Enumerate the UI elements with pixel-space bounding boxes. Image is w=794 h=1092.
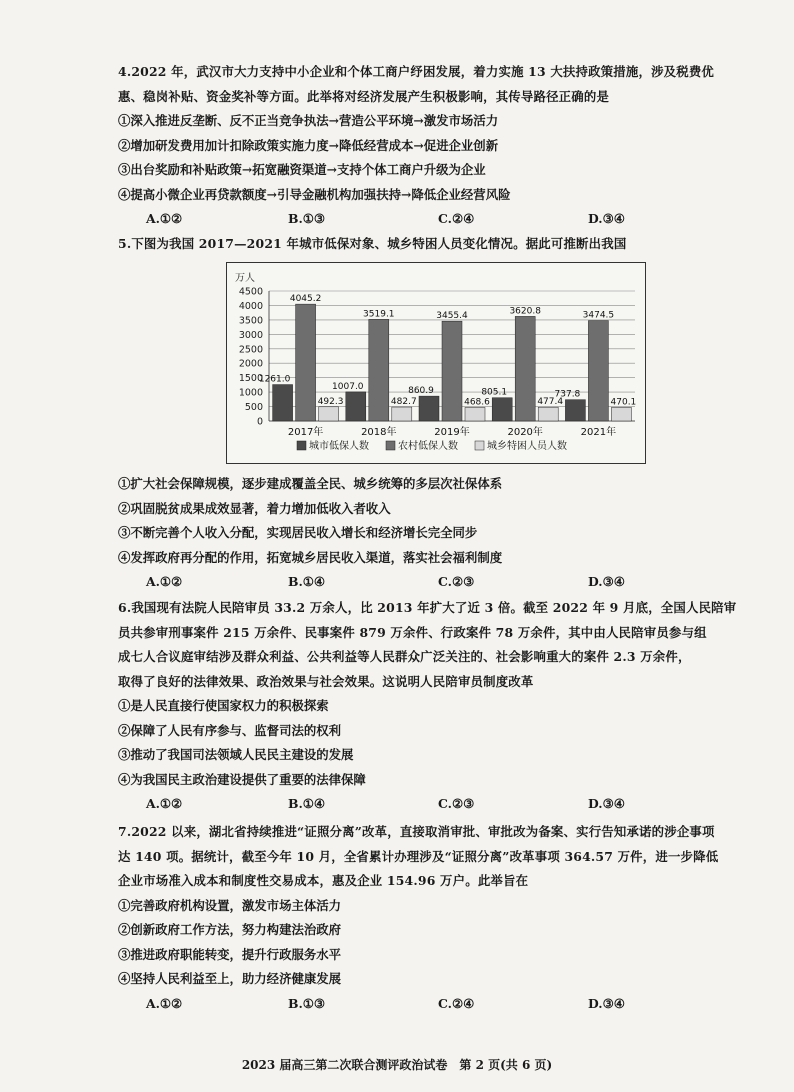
q4-choice-a: A.①②	[146, 211, 183, 226]
q5-choice-a: A.①②	[146, 574, 183, 589]
question-4	[118, 60, 715, 232]
chart-svg	[227, 263, 645, 463]
y-tick-label: 2500	[238, 344, 263, 356]
hardship-value-label: 477.4	[537, 397, 564, 408]
rural-value-label: 3620.8	[509, 306, 541, 317]
q5-option-4: ④发挥政府再分配的作用，拓宽城乡居民收入渠道，落实社会福利制度	[118, 549, 503, 565]
q7-choice-d: D.③④	[588, 995, 625, 1011]
q7-choices	[118, 992, 658, 1017]
y-tick-label: 3000	[238, 329, 263, 341]
y-tick-label: 500	[244, 402, 263, 414]
q6-option-1: ①是人民直接行使国家权力的积极探索	[118, 698, 329, 713]
special-hardship-bar	[538, 407, 558, 421]
x-tick-label: 2018年	[361, 427, 397, 438]
q4-stem-line: 惠、稳岗补贴、资金奖补等方面。此举将对经济发展产生积极影响，其传导路径正确的是	[118, 88, 610, 104]
q5-choice-d: D.③④	[588, 574, 625, 589]
y-tick-label: 1000	[238, 387, 263, 399]
q6-option-2: ②保障了人民有序参与、监督司法的权利	[118, 722, 342, 738]
y-tick-label: 3500	[238, 315, 263, 327]
city-value-label: 1261.0	[258, 374, 291, 385]
special-hardship-bar	[319, 407, 339, 421]
x-tick-label: 2019年	[434, 427, 470, 438]
q7-option-2: ②创新政府工作方法，努力构建法治政府	[118, 922, 342, 937]
legend-label: 农村低保人数	[398, 441, 458, 452]
q6-option-3: ③推动了我国司法领域人民民主建设的发展	[118, 747, 354, 762]
rural-value-label: 3519.1	[363, 309, 395, 320]
rural-low-income-bar	[296, 304, 316, 421]
x-tick-label: 2020年	[507, 427, 543, 438]
q6-choice-c: C.②③	[438, 796, 475, 811]
city-value-label: 860.9	[408, 386, 434, 397]
rural-value-label: 3455.4	[436, 311, 468, 322]
city-low-income-bar	[273, 385, 293, 421]
special-hardship-bar	[392, 407, 412, 421]
q5-stem-line: 5.下图为我国 2017—2021 年城市低保对象、城乡特困人员变化情况。据此可推断出我国	[118, 236, 627, 251]
q7-option-3: ③推进政府职能转变，提升行政服务水平	[118, 946, 342, 962]
q6-choice-d: D.③④	[588, 796, 625, 811]
legend-label: 城乡特困人员人数	[487, 441, 567, 452]
q7-stem-line: 达 140 项。据统计，截至今年 10 月，全省累计办理涉及“证照分离”改革事项 364.57 万件，进一步降低	[118, 848, 719, 864]
question-7	[118, 820, 719, 1016]
hardship-value-label: 482.7	[390, 397, 417, 408]
q7-choice-c: C.②④	[438, 995, 475, 1011]
rural-low-income-bar	[442, 321, 462, 421]
bar-chart	[226, 262, 646, 464]
y-tick-label: 4500	[238, 286, 263, 298]
legend-swatch	[386, 441, 395, 450]
x-tick-label: 2021年	[580, 427, 617, 438]
q7-option-1: ①完善政府机构设置，激发市场主体活力	[118, 897, 342, 913]
q5-option-1: ①扩大社会保障规模，逐步建成覆盖全民、城乡统筹的多层次社保体系	[118, 476, 503, 491]
q6-stem-line: 员共参审刑事案件 215 万余件、民事案件 879 万余件、行政案件 78 万余件，其中由人民陪审员参与组	[118, 624, 707, 640]
q4-choice-b: B.①③	[288, 211, 326, 226]
q6-stem-line: 成七人合议庭审结涉及群众利益、公共利益等人民群众广泛关注的、社会影响重大的案件 2.3 万余件，	[118, 649, 691, 664]
q5-choice-c: C.②③	[438, 574, 475, 589]
hardship-value-label: 470.1	[610, 397, 637, 408]
q4-choice-c: C.②④	[438, 211, 475, 226]
q7-choice-a: A.①②	[146, 995, 183, 1011]
question-5-options	[118, 472, 658, 595]
city-low-income-bar	[565, 400, 585, 421]
y-tick-label: 1500	[238, 373, 263, 385]
q6-choice-b: B.①④	[288, 796, 326, 811]
y-axis-label: 万人	[235, 273, 255, 284]
q5-choices	[118, 570, 658, 595]
q5-option-2: ②巩固脱贫成果成效显著，着力增加低收入者收入	[118, 500, 391, 516]
rural-low-income-bar	[369, 319, 389, 421]
legend-label: 城市低保人数	[309, 441, 369, 452]
q4-option-4: ④提高小微企业再贷款额度→引导金融机构加强扶持→降低企业经营风险	[118, 186, 511, 202]
hardship-value-label: 492.3	[317, 396, 344, 407]
q4-option-2: ②增加研发费用加计扣除政策实施力度→降低经营成本→促进企业创新	[118, 137, 499, 153]
q7-stem-line: 7.2022 以来，湖北省持续推进“证照分离”改革，直接取消审批、审批改为备案、实行告知承诺的涉企事项	[118, 824, 715, 839]
q6-choices	[118, 792, 658, 817]
city-low-income-bar	[492, 398, 512, 421]
q6-stem-line: 6.我国现有法院人民陪审员 33.2 万余人，比 2013 年扩大了近 3 倍。截至 2022 年 9 月底，全国人民陪审	[118, 600, 737, 615]
q5-option-3: ③不断完善个人收入分配，实现居民收入增长和经济增长完全同步	[118, 525, 478, 540]
special-hardship-bar	[611, 407, 631, 421]
q4-stem-line: 4.2022 年，武汉市大力支持中小企业和个体工商户纾困发展，着力实施 13 大扶持政策措施，涉及税费优	[118, 64, 715, 79]
y-tick-label: 2000	[238, 358, 263, 370]
y-tick-label: 0	[256, 416, 263, 428]
question-5	[118, 232, 658, 257]
city-value-label: 805.1	[481, 387, 508, 398]
q7-choice-b: B.①③	[288, 995, 326, 1011]
city-value-label: 1007.0	[332, 381, 364, 392]
city-low-income-bar	[419, 396, 439, 421]
q5-choice-b: B.①④	[288, 574, 326, 589]
q4-option-1: ①深入推进反垄断、反不正当竞争执法→营造公平环境→激发市场活力	[118, 113, 499, 128]
rural-value-label: 4045.2	[289, 294, 322, 305]
q4-choices	[118, 207, 658, 232]
q7-option-4: ④坚持人民利益至上，助力经济健康发展	[118, 971, 342, 986]
rural-low-income-bar	[515, 316, 535, 421]
q7-stem-line: 企业市场准入成本和制度性交易成本，惠及企业 154.96 万户。此举旨在	[118, 873, 529, 888]
city-low-income-bar	[346, 392, 366, 421]
special-hardship-bar	[465, 407, 485, 421]
q6-stem-line: 取得了良好的法律效果、政治效果与社会效果。这说明人民陪审员制度改革	[118, 673, 534, 689]
y-tick-label: 4000	[238, 300, 263, 312]
q6-option-4: ④为我国民主政治建设提供了重要的法律保障	[118, 771, 366, 787]
q6-choice-a: A.①②	[146, 796, 183, 811]
rural-value-label: 3474.5	[582, 310, 615, 321]
page-footer: 2023 届高三第二次联合测评政治试卷 第 2 页(共 6 页)	[241, 1058, 553, 1072]
hardship-value-label: 468.6	[464, 397, 490, 408]
question-6	[118, 596, 737, 817]
legend-swatch	[297, 441, 306, 450]
rural-low-income-bar	[588, 321, 608, 421]
city-value-label: 737.8	[554, 389, 581, 400]
q4-choice-d: D.③④	[588, 211, 625, 226]
legend-swatch	[475, 441, 484, 450]
x-tick-label: 2017年	[287, 427, 324, 438]
q4-option-3: ③出台奖励和补贴政策→拓宽融资渠道→支持个体工商户升级为企业	[118, 162, 486, 177]
